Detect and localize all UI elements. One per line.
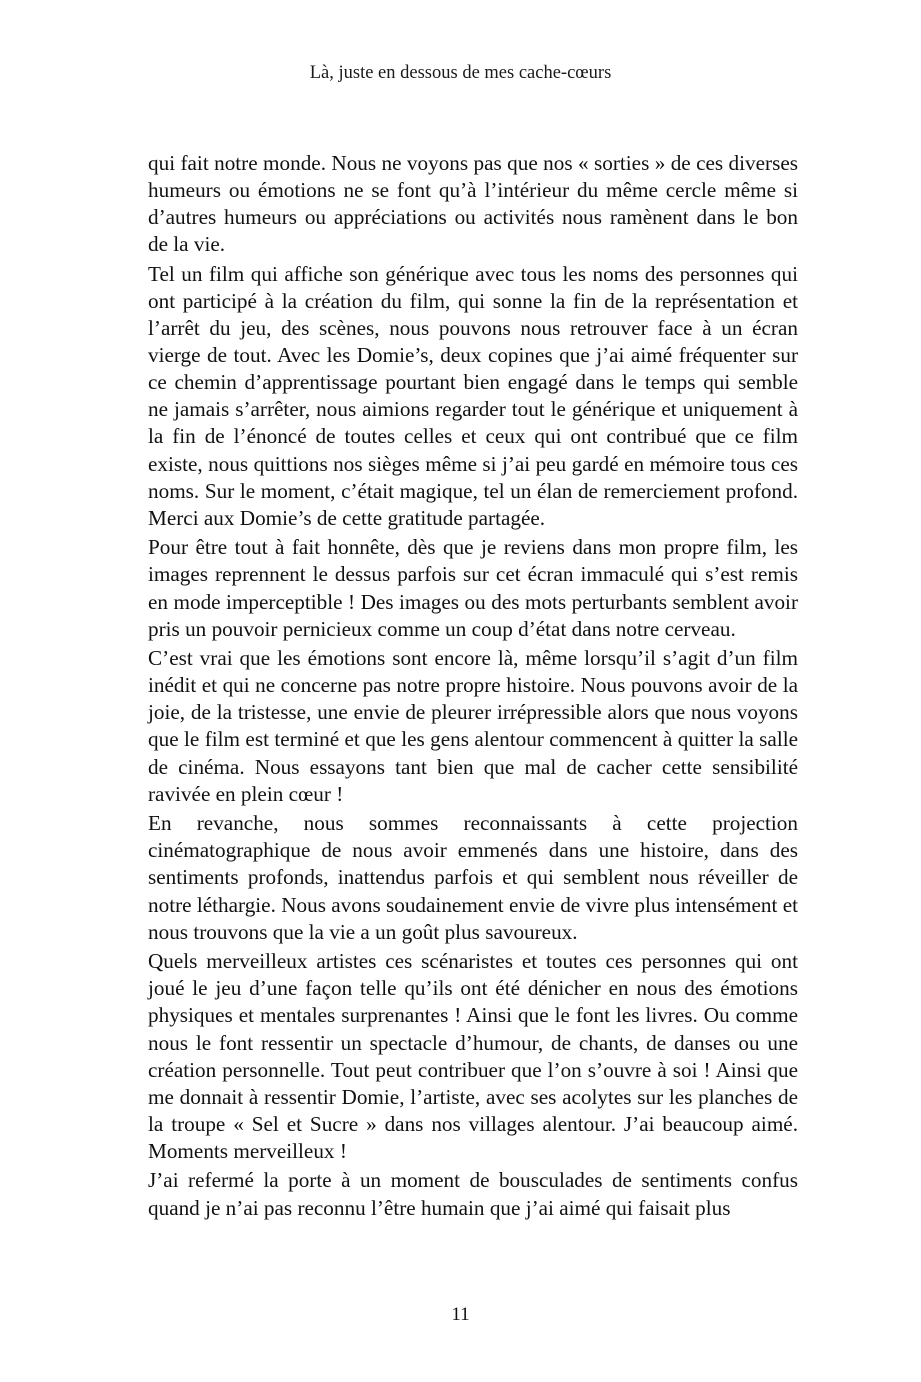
paragraph: C’est vrai que les émotions sont encore là, même lorsqu’il s’agit d’un film inédit et qui ne concerne pas notre propre histoire. Nous pouvons avoir de la joie, de la tristesse, une envie de pleurer irrépressible alors que nous voyons que le film est terminé et que les gens alentour commencent à quitter la salle de cinéma. Nous essayons tant bien que mal de cacher cette sensibilité ravivée en plein cœur ! [148,646,798,806]
paragraph: qui fait notre monde. Nous ne voyons pas que nos « sorties » de ces diverses humeurs ou émotions ne se font qu’à l’intérieur du même cercle même si d’autres humeurs ou appréciations ou activités nous ramènent dans le bon de la vie. [148,151,798,257]
body-text [148,150,798,1224]
paragraph: J’ai refermé la porte à un moment de bousculades de sentiments confus quand je n’ai pas reconnu l’être humain que j’ai aimé qui faisait plus [148,1168,798,1220]
paragraph: Quels merveilleux artistes ces scénaristes et toutes ces personnes qui ont joué le jeu d’une façon telle qu’ils ont été dénicher en nous des émotions physiques et mentales surprenantes ! Ainsi que le font les livres. Ou comme nous le font ressentir un spectacle d’humour, de chants, de danses ou une création personnelle. Tout peut contribuer que l’on s’ouvre à soi ! Ainsi que me donnait à ressentir Domie, l’artiste, avec ses acolytes sur les planches de la troupe « Sel et Sucre » dans nos villages alentour. J’ai beaucoup aimé. Moments merveilleux ! [148,949,798,1163]
paragraph: Pour être tout à fait honnête, dès que je reviens dans mon propre film, les images reprennent le dessus parfois sur cet écran immaculé qui s’est remis en mode imperceptible ! Des images ou des mots perturbants semblent avoir pris un pouvoir pernicieux comme un coup d’état dans notre cerveau. [148,535,798,641]
paragraph: En revanche, nous sommes reconnaissants à cette projection cinématographique de nous avoir emmenés dans une histoire, dans des sentiments profonds, inattendus parfois et qui semblent nous réveiller de notre léthargie. Nous avons soudainement envie de vivre plus intensément et nous trouvons que la vie a un goût plus savoureux. [148,811,798,944]
running-header: Là, juste en dessous de mes cache-cœurs [309,63,612,83]
paragraph: Tel un film qui affiche son générique avec tous les noms des personnes qui ont participé à la création du film, qui sonne la fin de la représentation et l’arrêt du jeu, des scènes, nous pouvons nous retrouver face à un écran vierge de tout. Avec les Domie’s, deux copines que j’ai aimé fréquenter sur ce chemin d’apprentissage pourtant bien engagé dans le temps qui semble ne jamais s’arrêter, nous aimions regarder tout le générique et uniquement à la fin de l’énoncé de toutes celles et ceux qui ont contribué que ce film existe, nous quittions nos sièges même si j’ai peu gardé en mémoire tous ces noms. Sur le moment, c’était magique, tel un élan de remerciement profond. Merci aux Domie’s de cette gratitude partagée. [148,261,798,530]
page-number: 11 [451,1304,470,1325]
